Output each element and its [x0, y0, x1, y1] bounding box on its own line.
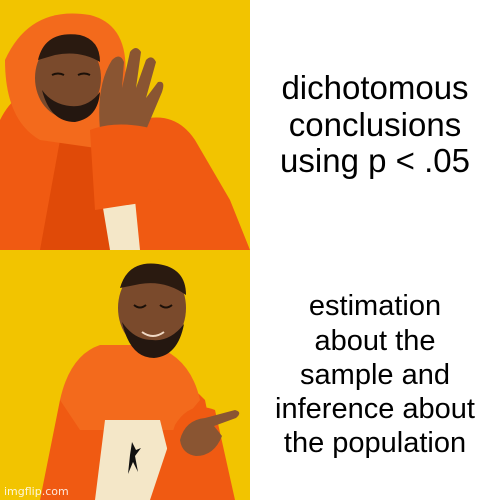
- drake-reject-illustration: [0, 0, 250, 250]
- top-caption-panel: [250, 0, 500, 250]
- imgflip-watermark: imgflip.com: [4, 485, 69, 498]
- drake-reject-image: [0, 0, 250, 250]
- top-caption: dichotomous conclusions using p < .05: [280, 68, 470, 180]
- bottom-caption-panel: [250, 250, 500, 500]
- bottom-caption: estimation about the sample and inference about the population: [275, 290, 475, 460]
- drake-approve-illustration: [0, 250, 250, 500]
- drake-approve-image: [0, 250, 250, 500]
